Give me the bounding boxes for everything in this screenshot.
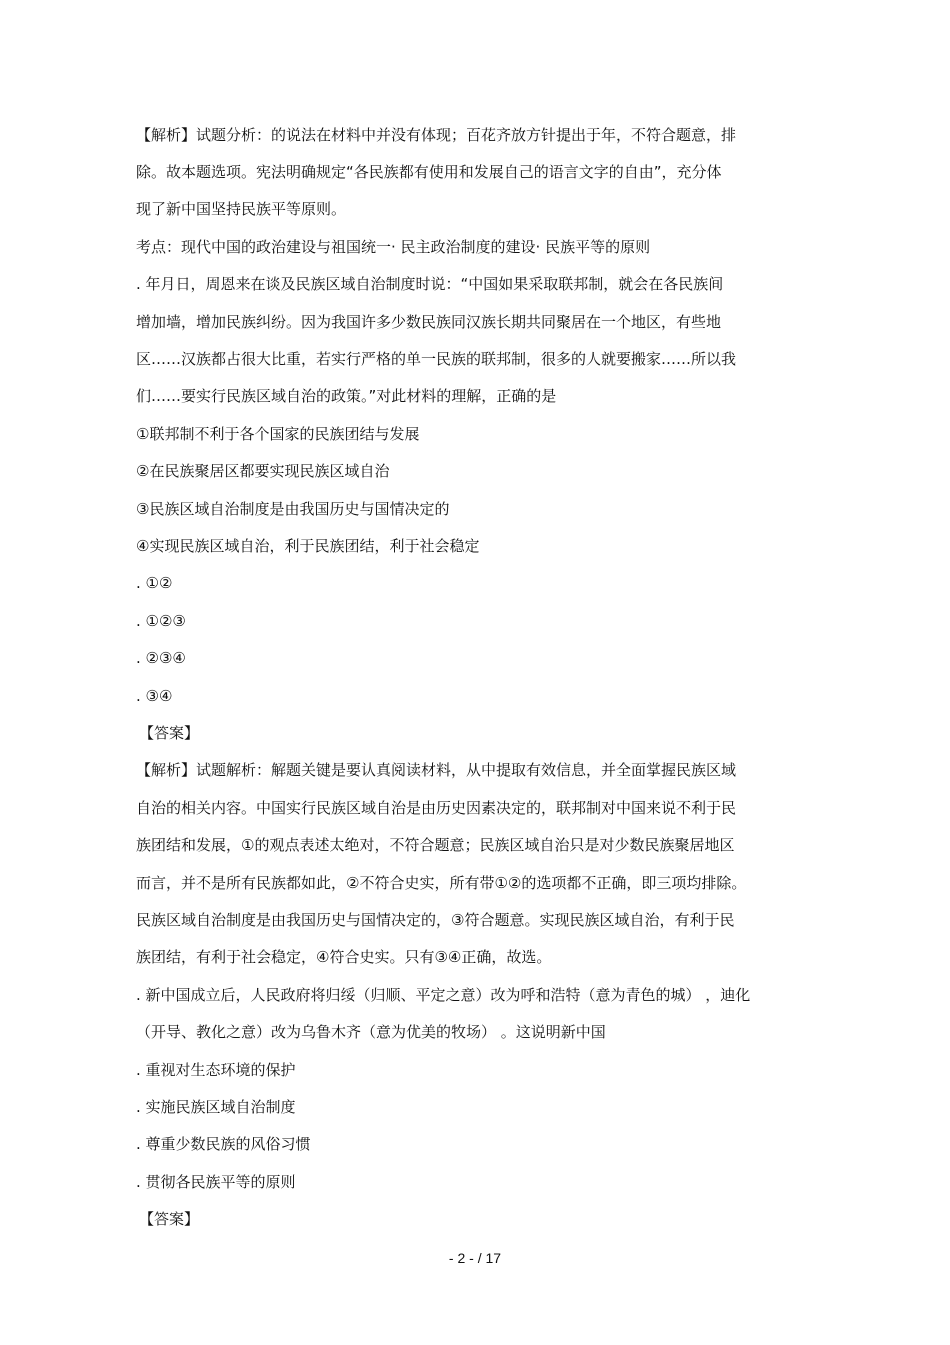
question-text: . 新中国成立后，人民政府将归绥（归顺、平定之意）改为呼和浩特（意为青色的城） ，迪化 (136, 986, 751, 1004)
statement-item: ③民族区域自治制度是由我国历史与国情决定的 (136, 500, 450, 518)
text-line: 民族区域自治制度是由我国历史与国情决定的，③符合题意。实现民族区域自治，有利于民 (136, 911, 735, 929)
question-text: . 年月日，周恩来在谈及民族区域自治制度时说：“中国如果采取联邦制，就会在各民族间 (136, 275, 724, 293)
text-line: 自治的相关内容。中国实行民族区域自治是由历史因素决定的，联邦制对中国来说不利于民 (136, 799, 737, 817)
page-number: - 2 - / 17 (448, 1250, 502, 1266)
answer-option: . 实施民族区域自治制度 (136, 1098, 296, 1116)
text-line: 族团结，有利于社会稳定，④符合史实。只有③④正确，故选。 (136, 948, 552, 966)
question-text: （开导、教化之意）改为乌鲁木齐（意为优美的牧场） 。这说明新中国 (136, 1023, 606, 1041)
question-text: 区……汉族都占很大比重，若实行严格的单一民族的联邦制，很多的人就要搬家……所以我 (136, 350, 737, 368)
text-line: 现了新中国坚持民族平等原则。 (136, 200, 347, 218)
text-line: 【解析】试题分析：的说法在材料中并没有体现；百花齐放方针提出于年，不符合题意，排 (136, 126, 737, 144)
answer-heading: 【答案】 (139, 724, 200, 742)
statement-item: ①联邦制不利于各个国家的民族团结与发展 (136, 425, 420, 443)
answer-option: . 尊重少数民族的风俗习惯 (136, 1135, 311, 1153)
text-line: 考点：现代中国的政治建设与祖国统一· 民主政治制度的建设· 民族平等的原则 (136, 238, 651, 256)
answer-option: . 重视对生态环境的保护 (136, 1061, 296, 1079)
answer-option: . ①② (136, 574, 173, 592)
statement-item: ④实现民族区域自治，利于民族团结，利于社会稳定 (136, 537, 480, 555)
question-text: 增加墙，增加民族纠纷。因为我国许多少数民族同汉族长期共同聚居在一个地区，有些地 (136, 313, 722, 331)
answer-option: . ①②③ (136, 612, 186, 630)
question-text: 们……要实行民族区域自治的政策。”对此材料的理解，正确的是 (136, 387, 557, 405)
statement-item: ②在民族聚居区都要实现民族区域自治 (136, 462, 390, 480)
text-line: 而言，并不是所有民族都如此，②不符合史实，所有带①②的选项都不正确，即三项均排除。 (136, 874, 747, 892)
text-line: 【解析】试题解析：解题关键是要认真阅读材料，从中提取有效信息，并全面掌握民族区域 (136, 761, 737, 779)
text-line: 族团结和发展，①的观点表述太绝对，不符合题意；民族区域自治只是对少数民族聚居地区 (136, 836, 735, 854)
text-line: 除。故本题选项。宪法明确规定“各民族都有使用和发展自己的语言文字的自由”，充分体 (136, 163, 722, 181)
answer-option: . ②③④ (136, 649, 186, 667)
answer-option: . 贯彻各民族平等的原则 (136, 1173, 296, 1191)
answer-option: . ③④ (136, 687, 173, 705)
answer-heading: 【答案】 (139, 1210, 200, 1228)
